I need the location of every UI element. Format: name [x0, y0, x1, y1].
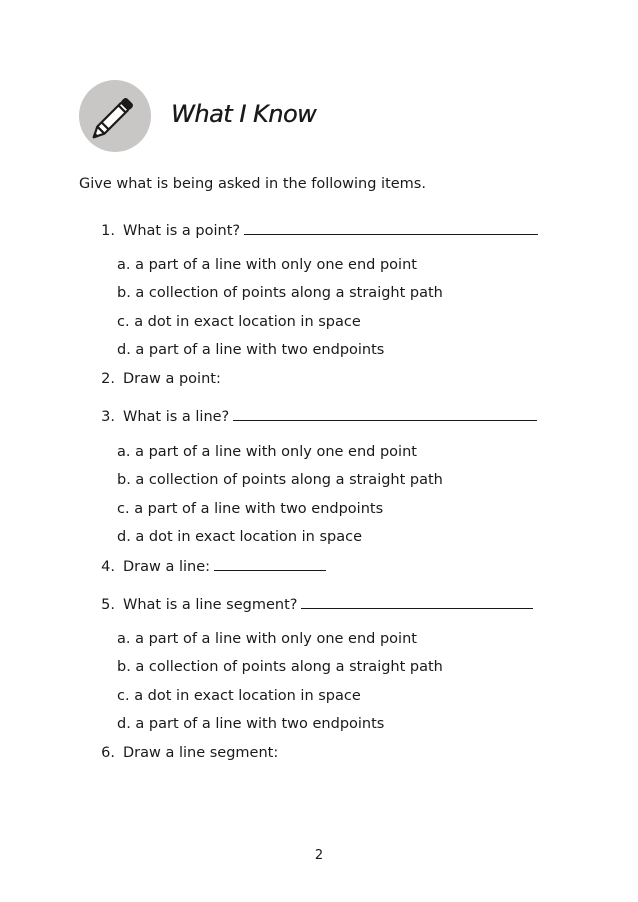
- question-text: What is a point?: [123, 223, 241, 239]
- question-text: Draw a line segment:: [123, 745, 279, 761]
- question-text: Draw a point:: [123, 371, 221, 387]
- question-number: 2.: [101, 371, 115, 387]
- instruction-text: Give what is being asked in the following items.: [79, 176, 426, 192]
- option-1d: d. a part of a line with two endpoints: [117, 342, 385, 358]
- answer-blank[interactable]: [244, 220, 538, 235]
- question-number: 1.: [101, 223, 115, 239]
- question-6: [96, 744, 278, 762]
- question-number: 4.: [101, 559, 115, 575]
- section-title: What I Know: [171, 100, 317, 128]
- question-number: 6.: [101, 745, 115, 761]
- question-4: [96, 556, 326, 576]
- option-3c: c. a part of a line with two endpoints: [117, 501, 384, 517]
- question-5: [96, 594, 533, 614]
- option-3d: d. a dot in exact location in space: [117, 529, 363, 545]
- option-1c: c. a dot in exact location in space: [117, 314, 361, 330]
- question-number: 5.: [101, 597, 115, 613]
- answer-blank[interactable]: [233, 406, 537, 421]
- question-3: [96, 406, 537, 426]
- answer-blank[interactable]: [214, 556, 326, 571]
- question-text: What is a line segment?: [123, 597, 298, 613]
- question-number: 3.: [101, 409, 115, 425]
- option-5b: b. a collection of points along a straight path: [117, 659, 443, 675]
- option-5d: d. a part of a line with two endpoints: [117, 716, 385, 732]
- answer-blank[interactable]: [301, 594, 533, 609]
- option-5c: c. a dot in exact location in space: [117, 688, 361, 704]
- header-icon-circle: [79, 80, 151, 152]
- option-3a: a. a part of a line with only one end point: [117, 444, 417, 460]
- pencil-icon: [79, 80, 151, 152]
- option-1a: a. a part of a line with only one end point: [117, 257, 417, 273]
- question-text: Draw a line:: [123, 559, 211, 575]
- option-1b: b. a collection of points along a straight path: [117, 285, 443, 301]
- question-text: What is a line?: [123, 409, 230, 425]
- question-1: [96, 220, 538, 240]
- question-2: [96, 370, 221, 388]
- option-5a: a. a part of a line with only one end point: [117, 631, 417, 647]
- option-3b: b. a collection of points along a straight path: [117, 472, 443, 488]
- page-number: 2: [314, 848, 324, 863]
